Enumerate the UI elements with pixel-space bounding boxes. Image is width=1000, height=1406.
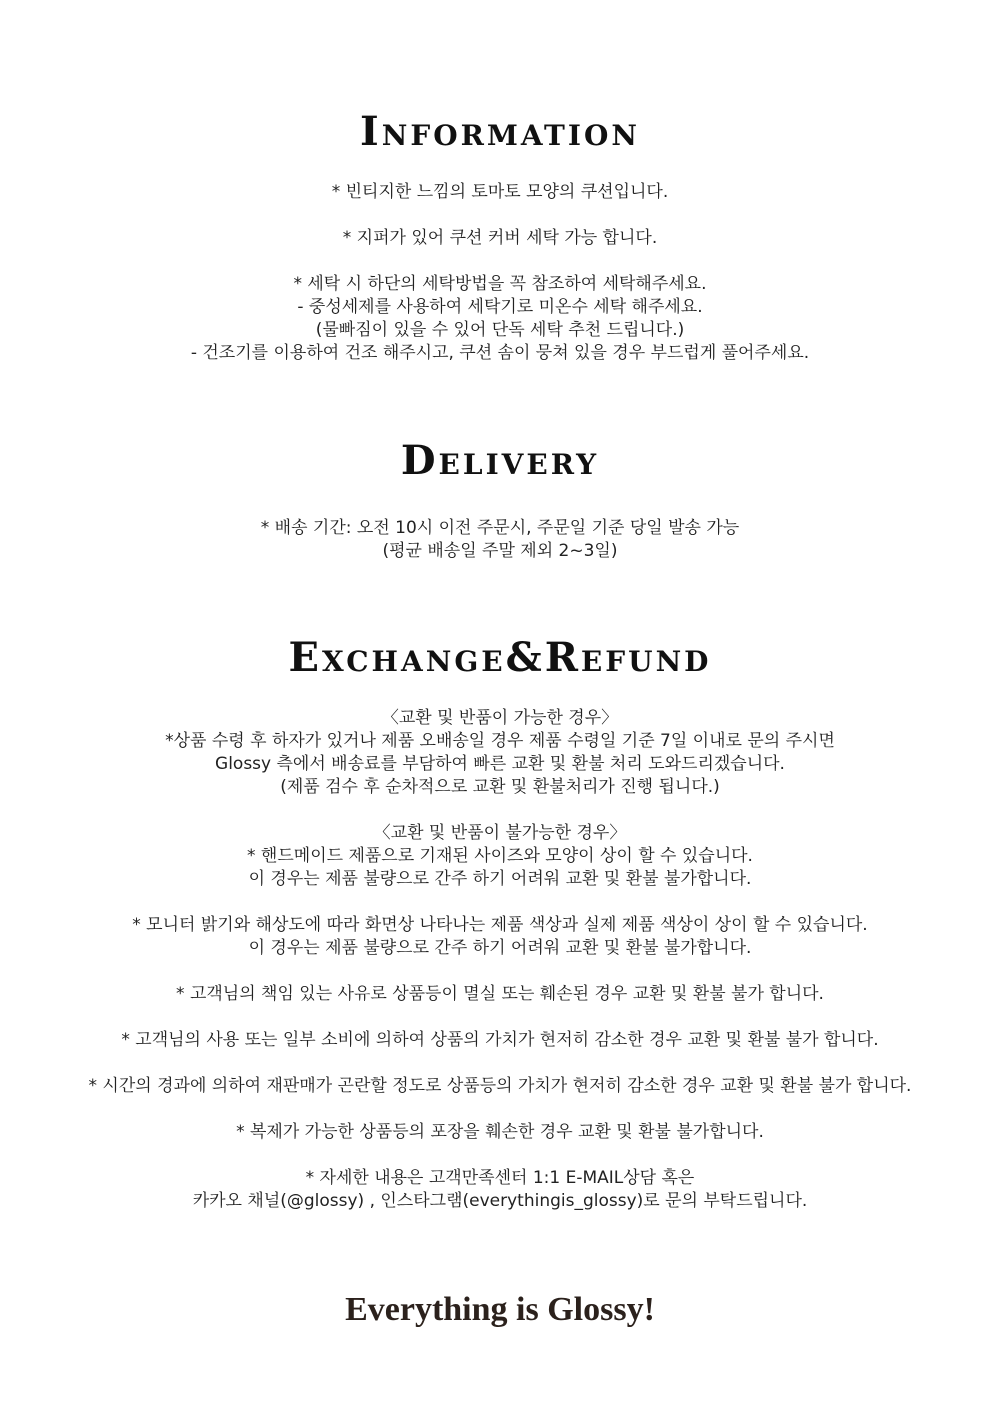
- text-line: 〈교환 및 반품이 불가능한 경우〉: [373, 823, 627, 843]
- text-line: * 핸드메이드 제품으로 기재된 사이즈와 모양이 상이 할 수 있습니다.: [247, 846, 753, 866]
- exchange-refund-text: [0, 707, 1000, 1213]
- text-line: * 빈티지한 느낌의 토마토 모양의 쿠션입니다.: [331, 182, 669, 202]
- text-line: 〈교환 및 반품이 가능한 경우〉: [381, 708, 619, 728]
- text-line: 이 경우는 제품 불량으로 간주 하기 어려워 교환 및 환불 불가합니다.: [248, 938, 752, 958]
- exchange-refund-title: Exchange&Refund: [288, 634, 712, 681]
- text-line: * 자세한 내용은 고객만족센터 1:1 E-MAIL상담 혹은: [305, 1168, 695, 1188]
- paragraph-gap: [0, 1006, 1000, 1029]
- brand-slogan: Everything is Glossy!: [345, 1291, 655, 1328]
- paragraph-gap: [0, 1052, 1000, 1075]
- text-line: * 모니터 밝기와 해상도에 따라 화면상 나타나는 제품 색상과 실제 제품 색상이 상이 할 수 있습니다.: [132, 915, 868, 935]
- paragraph-gap: [0, 891, 1000, 914]
- text-line: *상품 수령 후 하자가 있거나 제품 오배송일 경우 제품 수령일 기준 7일 이내로 문의 주시면: [165, 731, 835, 751]
- paragraph-gap: [0, 250, 1000, 273]
- text-line: * 복제가 가능한 상품등의 포장을 훼손한 경우 교환 및 환불 불가합니다.: [236, 1122, 764, 1142]
- text-line: * 배송 기간: 오전 10시 이전 주문시, 주문일 기준 당일 발송 가능: [260, 518, 740, 538]
- text-line: (제품 검수 후 순차적으로 교환 및 환불처리가 진행 됩니다.): [280, 777, 720, 797]
- information-title: Information: [360, 108, 640, 155]
- text-line: * 지퍼가 있어 쿠션 커버 세탁 가능 합니다.: [342, 228, 658, 248]
- text-line: * 시간의 경과에 의하여 재판매가 곤란할 정도로 상품등의 가치가 현저히 감소한 경우 교환 및 환불 불가 합니다.: [88, 1076, 912, 1096]
- text-line: (평균 배송일 주말 제외 2~3일): [382, 541, 618, 561]
- text-line: * 세탁 시 하단의 세탁방법을 꼭 참조하여 세탁해주세요.: [293, 274, 707, 294]
- text-line: 이 경우는 제품 불량으로 간주 하기 어려워 교환 및 환불 불가합니다.: [248, 869, 752, 889]
- text-line: * 고객님의 책임 있는 사유로 상품등이 멸실 또는 훼손된 경우 교환 및 환불 불가 합니다.: [176, 984, 824, 1004]
- paragraph-gap: [0, 960, 1000, 983]
- paragraph-gap: [0, 1144, 1000, 1167]
- text-line: - 건조기를 이용하여 건조 해주시고, 쿠션 솜이 뭉쳐 있을 경우 부드럽게 풀어주세요.: [190, 343, 810, 363]
- paragraph-gap: [0, 799, 1000, 822]
- text-line: (물빠짐이 있을 수 있어 단독 세탁 추천 드립니다.): [315, 320, 685, 340]
- text-line: * 고객님의 사용 또는 일부 소비에 의하여 상품의 가치가 현저히 감소한 경우 교환 및 환불 불가 합니다.: [121, 1030, 879, 1050]
- delivery-title: Delivery: [400, 437, 600, 484]
- paragraph-gap: [0, 1098, 1000, 1121]
- information-text: [0, 181, 1000, 365]
- paragraph-gap: [0, 204, 1000, 227]
- delivery-text: [0, 517, 1000, 563]
- text-line: Glossy 측에서 배송료를 부담하여 빠른 교환 및 환불 처리 도와드리겠습니다.: [215, 754, 785, 774]
- text-line: 카카오 채널(@glossy) , 인스타그램(everythingis_glossy)로 문의 부탁드립니다.: [192, 1191, 808, 1211]
- text-line: - 중성세제를 사용하여 세탁기로 미온수 세탁 해주세요.: [297, 297, 703, 317]
